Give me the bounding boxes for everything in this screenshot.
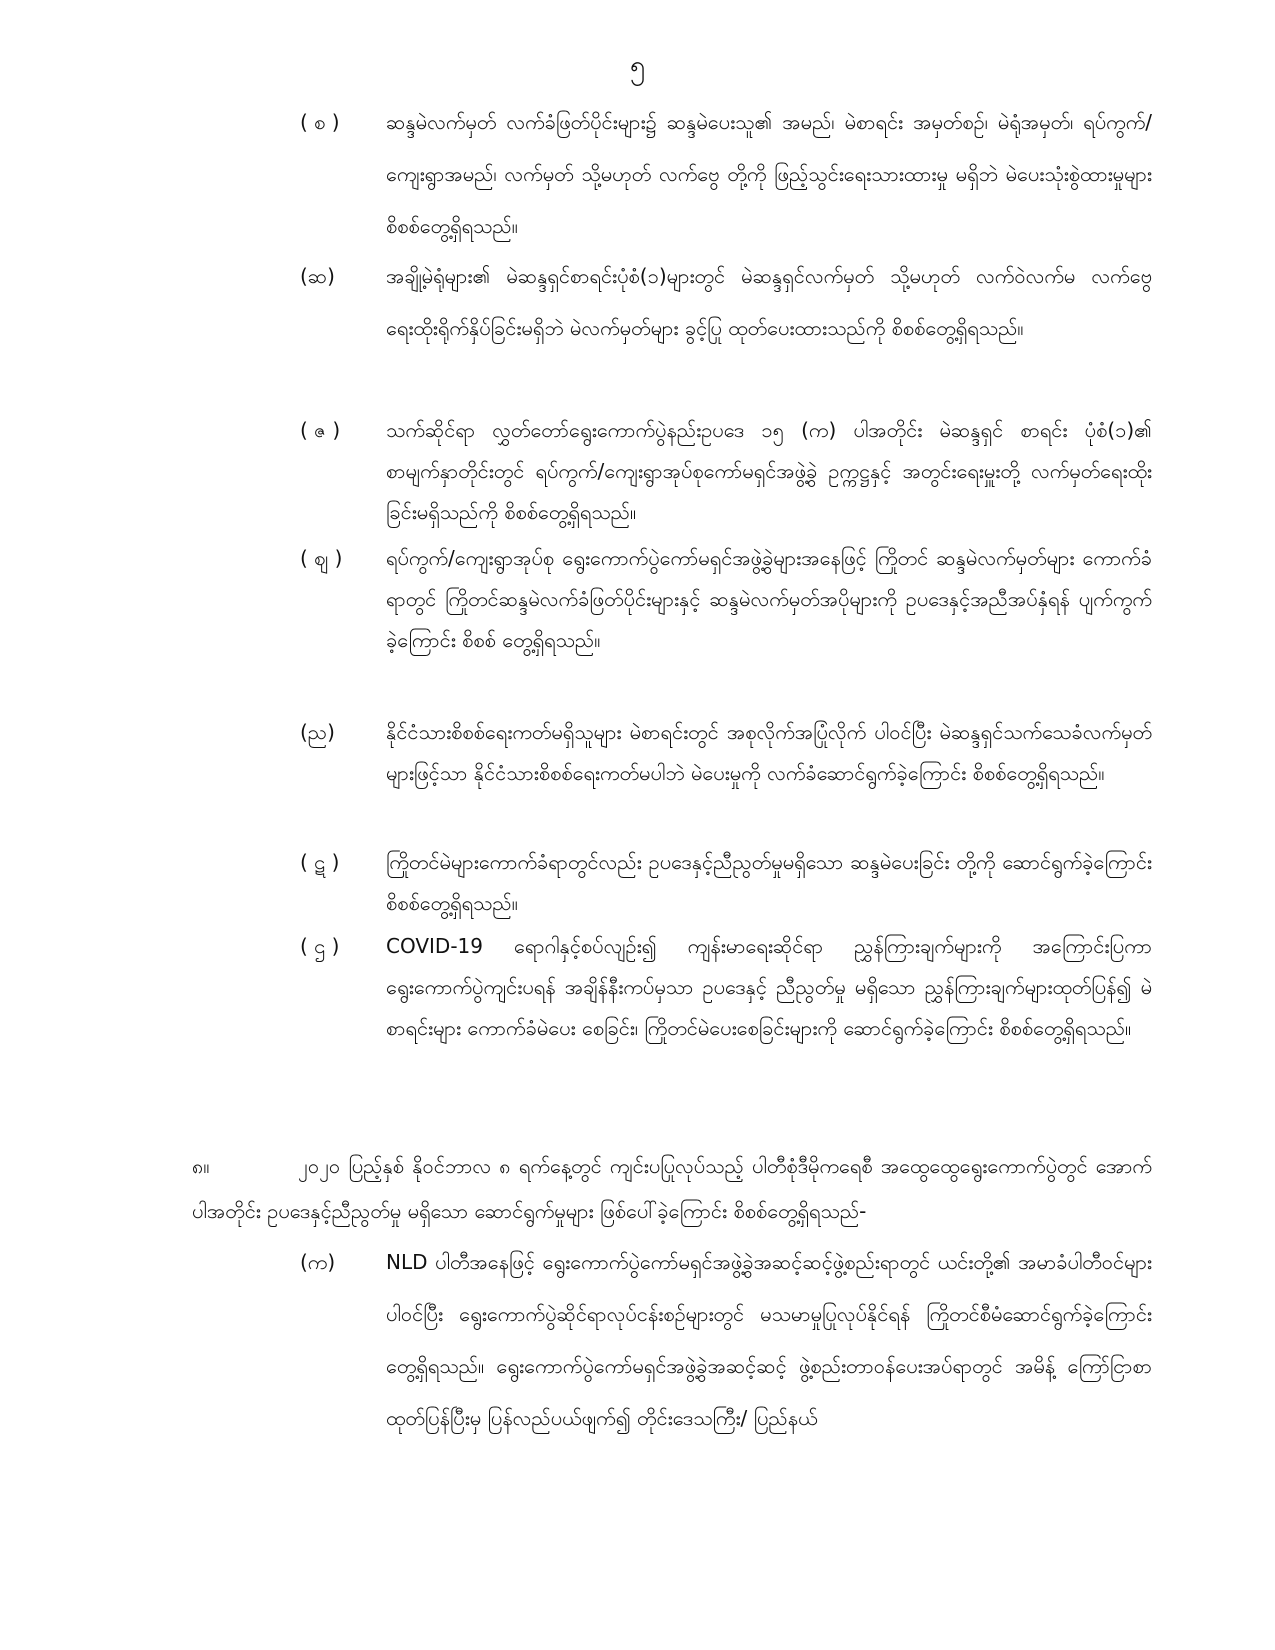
item-text: NLD ပါတီအနေဖြင့် ရွေးကောက်ပွဲကော်မရှင်အဖွဲ့ခွဲအဆင့်ဆင့်ဖွဲ့စည်းရာတွင် ယင်းတို့၏ အမာခံပါတီဝင်များ ပါဝင်ပြီး ရွေးကောက်ပွဲဆိုင်ရာလုပ်ငန်းစဉ်များတွင် မသမာမှုပြုလုပ်နိုင်ရန် ကြိုတင်စီမံဆောင်ရွက်ခဲ့ကြောင်း တွေ့ရှိရသည်။ ရွေးကောက်ပွဲကော်မရှင်အဖွဲ့ခွဲအဆင့်ဆင့် ဖွဲ့စည်းတာဝန်ပေးအပ်ရာတွင် အမိန့် ကြော်ငြာစာထုတ်ပြန်ပြီးမှ ပြန်လည်ပယ်ဖျက်၍ တိုင်းဒေသကြီး/ ပြည်နယ် [386, 1250, 1152, 1430]
item-label: ( ဋ ) [300, 850, 340, 874]
item-text: နိုင်ငံသားစိစစ်ရေးကတ်မရှိသူများ မဲစာရင်းတွင် အစုလိုက်အပြုံလိုက် ပါဝင်ပြီး မဲဆန္ဒရှင်သက်သေခံလက်မှတ်များဖြင့်သာ နိုင်ငံသားစိစစ်ရေးကတ်မပါဘဲ မဲပေးမှုကို လက်ခံဆောင်ရွက်ခဲ့ကြောင်း စိစစ်တွေ့ရှိရသည်။ [386, 720, 1152, 785]
item-text: ရပ်ကွက်/ကျေးရွာအုပ်စု ရွေးကောက်ပွဲကော်မရှင်အဖွဲ့ခွဲများအနေဖြင့် ကြိုတင် ဆန္ဒမဲလက်မှတ်များ ကောက်ခံရာတွင် ကြိုတင်ဆန္ဒမဲလက်ခံဖြတ်ပိုင်းများနှင့် ဆန္ဒမဲလက်မှတ်အပိုများကို ဥပဒေနှင့်အညီအပ်နှံရန် ပျက်ကွက်ခဲ့ကြောင်း စိစစ် တွေ့ရှိရသည်။ [386, 546, 1152, 652]
item-label: (ဆ) [300, 264, 335, 288]
item-text: ဆန္ဒမဲလက်မှတ် လက်ခံဖြတ်ပိုင်းများ၌ ဆန္ဒမဲပေးသူ၏ အမည်၊ မဲစာရင်း အမှတ်စဉ်၊ မဲရုံအမှတ်၊ ရပ်ကွက်/ကျေးရွာအမည်၊ လက်မှတ် သို့မဟုတ် လက်ဗွေ တို့ကို ဖြည့်သွင်းရေးသားထားမှု မရှိဘဲ မဲပေးသုံးစွဲထားမှုများ စိစစ်တွေ့ရှိရသည်။ [386, 110, 1152, 238]
item-label: ( စ ) [300, 110, 340, 134]
item-label: ( ဌ ) [300, 934, 340, 958]
item-label: (က) [300, 1250, 336, 1274]
item-text: သက်ဆိုင်ရာ လွှတ်တော်ရွေးကောက်ပွဲနည်းဥပဒေ ၁၅ (က) ပါအတိုင်း မဲဆန္ဒရှင် စာရင်း ပုံစံ(၁)၏ စာမျက်နှာတိုင်းတွင် ရပ်ကွက်/ကျေးရွာအုပ်စုကော်မရှင်အဖွဲ့ခွဲ ဥက္ကဋ္ဌနှင့် အတွင်းရေးမှူးတို့ လက်မှတ်ရေးထိုးခြင်းမရှိသည်ကို စိစစ်တွေ့ရှိရသည်။ [386, 418, 1152, 524]
item-text: ကြိုတင်မဲများကောက်ခံရာတွင်လည်း ဥပဒေနှင့်ညီညွတ်မှုမရှိသော ဆန္ဒမဲပေးခြင်း တို့ကို ဆောင်ရွက်ခဲ့ကြောင်း စိစစ်တွေ့ရှိရသည်။ [386, 850, 1152, 915]
paragraph-text: ၂၀၂၀ ပြည့်နှစ် နိုဝင်ဘာလ ၈ ရက်နေ့တွင် ကျင်းပပြုလုပ်သည့် ပါတီစုံဒီမိုကရေစီ အထွေထွေရွေးကောက်ပွဲတွင် အောက်ပါအတိုင်း ဥပဒေနှင့်ညီညွတ်မှု မရှိသော ဆောင်ရွက်မှုများ ဖြစ်ပေါ်ခဲ့ကြောင်း စိစစ်တွေ့ရှိရသည်- [192, 1154, 1152, 1223]
item-label: ( ဇ ) [300, 418, 341, 442]
page-number: ၅ [629, 50, 646, 81]
item-label: ( ဈ ) [300, 546, 343, 570]
item-text: အချို့မဲရုံများ၏ မဲဆန္ဒရှင်စာရင်းပုံစံ(၁)များတွင် မဲဆန္ဒရှင်လက်မှတ် သို့မဟုတ် လက်ဝဲလက်မ လက်ဗွေ ရေးထိုးရိုက်နှိပ်ခြင်းမရှိဘဲ မဲလက်မှတ်များ ခွင့်ပြု ထုတ်ပေးထားသည်ကို စိစစ်တွေ့ရှိရသည်။ [386, 264, 1152, 340]
item-text: COVID-19 ရောဂါနှင့်စပ်လျဉ်း၍ ကျန်းမာရေးဆိုင်ရာ ညွှန်ကြားချက်များကို အကြောင်းပြကာ ရွေးကောက်ပွဲကျင်းပရန် အချိန်နီးကပ်မှသာ ဥပဒေနှင့် ညီညွတ်မှု မရှိသော ညွှန်ကြားချက်များထုတ်ပြန်၍ မဲစာရင်းများ ကောက်ခံမဲပေး စေခြင်း၊ ကြိုတင်မဲပေးစေခြင်းများကို ဆောင်ရွက်ခဲ့ကြောင်း စိစစ်တွေ့ရှိရသည်။ [386, 934, 1152, 1040]
item-label: (ည) [300, 720, 335, 744]
paragraph-number: ၈။ [192, 1154, 210, 1178]
paragraph-8 [192, 1144, 1152, 1234]
